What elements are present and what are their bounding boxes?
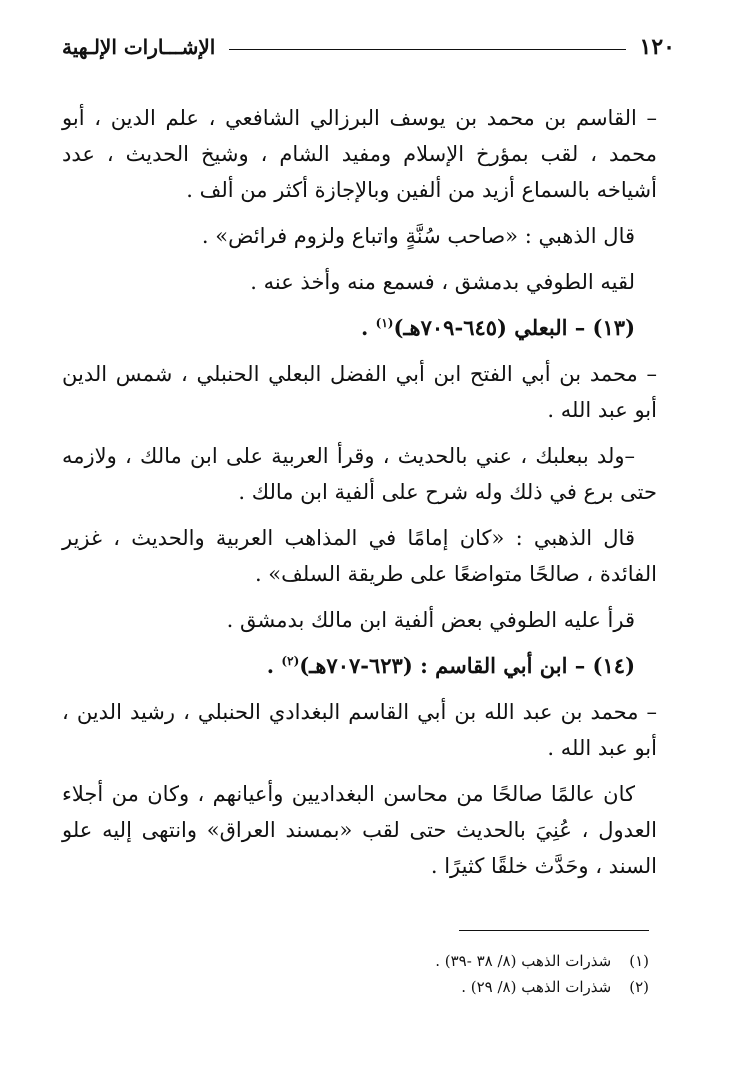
footnote-number: (٢) <box>629 978 649 996</box>
paragraph: قرأ عليه الطوفي بعض ألفية ابن مالك بدمشق . <box>226 608 635 632</box>
running-header <box>62 30 675 64</box>
heading-tail: . <box>361 315 376 340</box>
entry-heading <box>62 648 657 684</box>
paragraph: – القاسم بن محمد بن يوسف البرزالي الشافعي ، علم الدين ، أبو محمد ، لقب بمؤرخ الإسلام ومفيد الشام ، وشيخ الحديث ، عدد أشياخه بالسماع أزيد من ألفين وبالإجازة أكثر من ألف . <box>62 106 657 202</box>
heading-tail: . <box>266 653 282 678</box>
footnote-number: (١) <box>629 952 649 970</box>
footnote-ref: (٢) <box>281 654 300 668</box>
header-rule <box>229 49 625 50</box>
paragraph: لقيه الطوفي بدمشق ، فسمع منه وأخذ عنه . <box>250 270 635 294</box>
footnote <box>200 948 649 974</box>
footnote-text: شذرات الذهب (٨/ ٣٨ -٣٩) . <box>435 952 612 970</box>
footnote-rule <box>459 930 649 931</box>
heading-text: (١٣) – البعلي (٦٤٥-٧٠٩هـ) <box>393 315 635 340</box>
running-title: الإشـــارات الإلـهية <box>62 35 216 59</box>
paragraph: –ولد ببعلبك ، عني بالحديث ، وقرأ العربية على ابن مالك ، ولازمه حتى برع في ذلك وله شرح على ألفية ابن مالك . <box>62 444 657 504</box>
paragraph: كان عالمًا صالحًا من محاسن البغداديين وأعيانهم ، وكان من أجلاء العدول ، عُنِيَ بالحديث حتى لقب «بمسند العراق» وانتهى إليه علو السند ، وحَدَّث خلقًا كثيرًا . <box>62 782 657 878</box>
main-text <box>62 100 657 894</box>
page-number: ١٢٠ <box>639 34 675 60</box>
paragraph: – محمد بن عبد الله بن أبي القاسم البغدادي الحنبلي ، رشيد الدين ، أبو عبد الله . <box>62 700 657 760</box>
paragraph: قال الذهبي : «صاحب سُنَّةٍ واتباع ولزوم فرائض» . <box>201 224 635 248</box>
footnote-text: شذرات الذهب (٨/ ٢٩) . <box>461 978 612 996</box>
footnotes <box>200 948 649 1000</box>
paragraph: – محمد بن أبي الفتح ابن أبي الفضل البعلي الحنبلي ، شمس الدين أبو عبد الله . <box>62 362 657 422</box>
footnote-ref: (١) <box>375 316 394 330</box>
entry-heading <box>62 310 657 346</box>
footnote <box>200 974 649 1000</box>
heading-text: (١٤) – ابن أبي القاسم : (٦٢٣-٧٠٧هـ) <box>299 653 635 678</box>
paragraph: قال الذهبي : «كان إمامًا في المذاهب العربية والحديث ، غزير الفائدة ، صالحًا متواضعًا على طريقة السلف» . <box>62 526 657 586</box>
